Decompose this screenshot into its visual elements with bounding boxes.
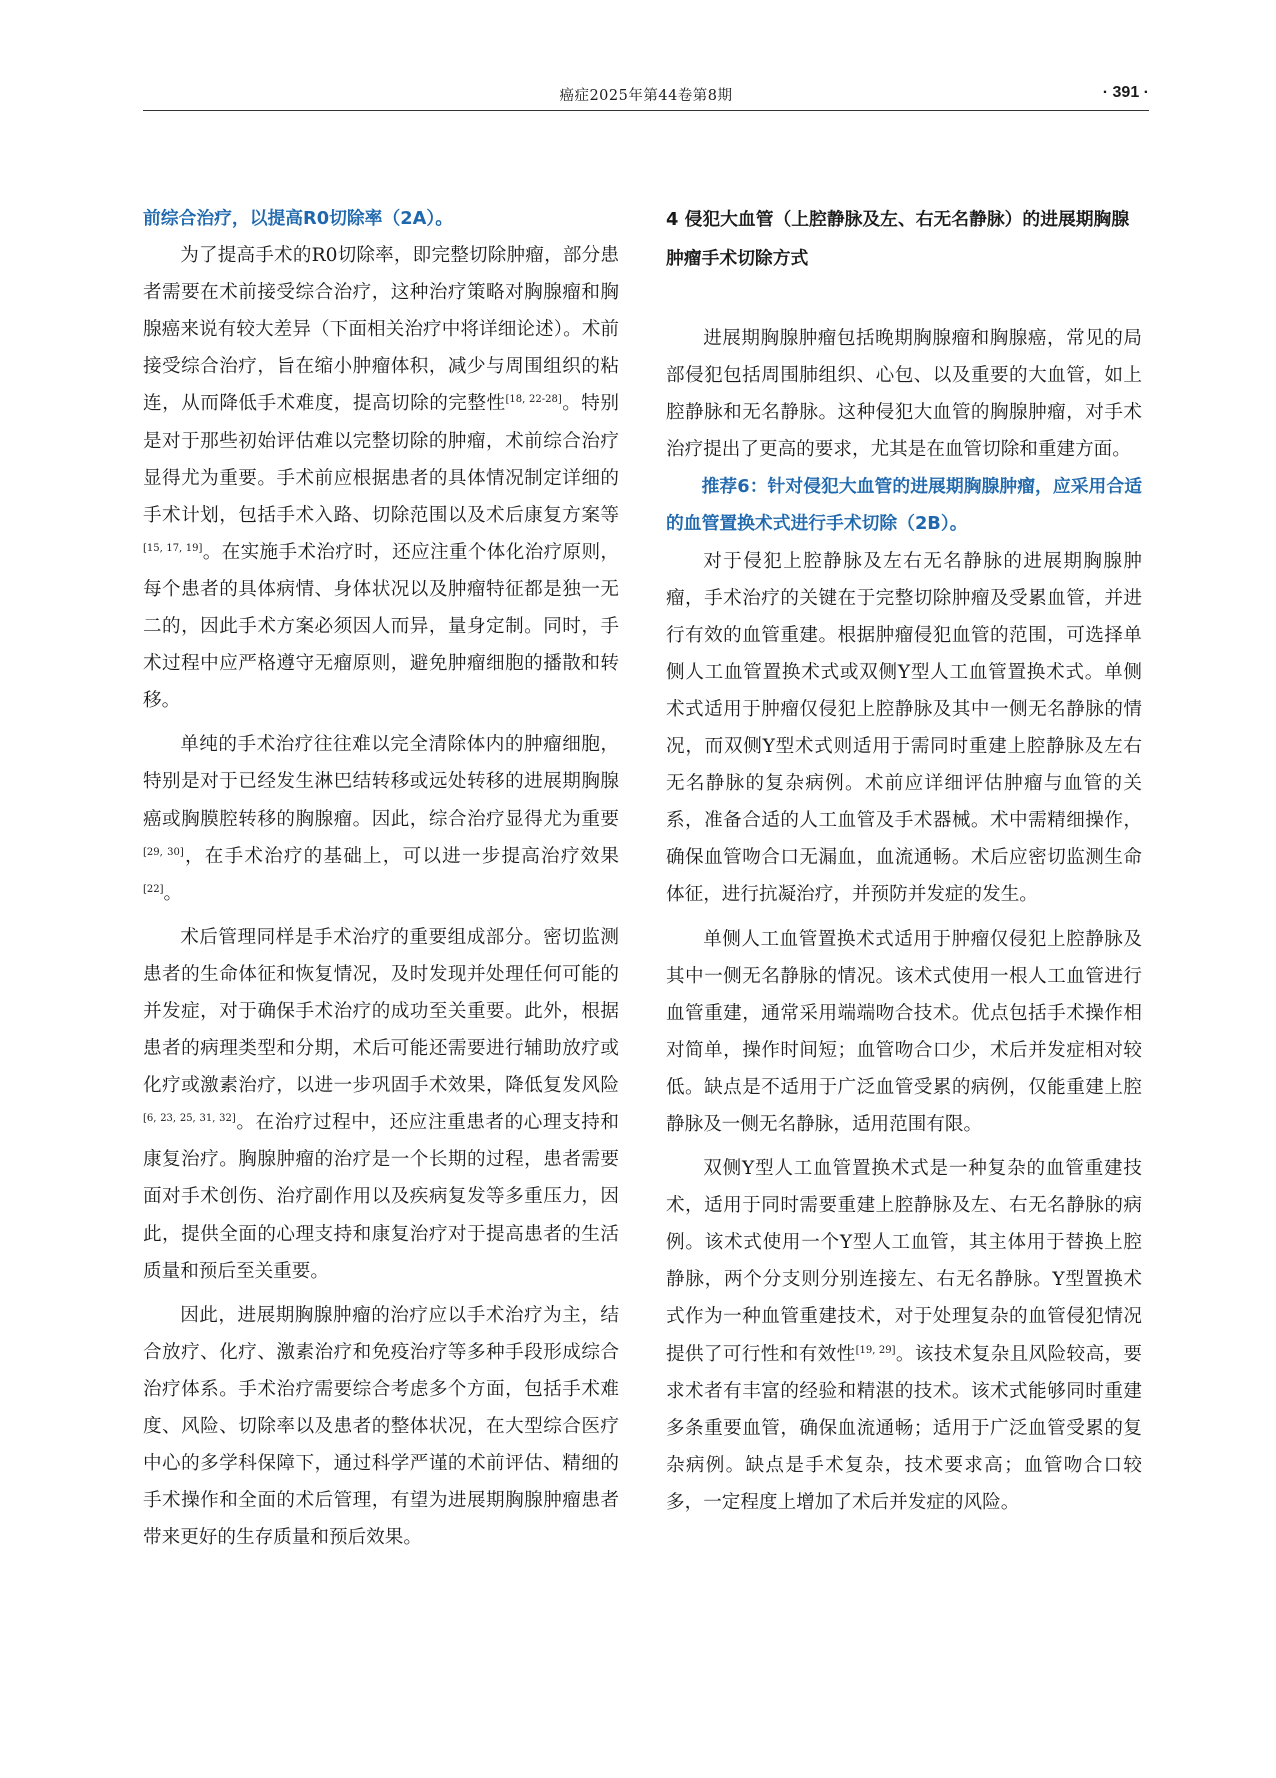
body-paragraph: 术后管理同样是手术治疗的重要组成部分。密切监测患者的生命体征和恢复情况，及时发现并处理任何可能的并发症，对于确保手术治疗的成功至关重要。此外，根据患者的病理类型和分期，术后可能还需要进行辅助放疗或化疗或激素治疗，以进一步巩固手术效果，降低复发风险[6, 23, 25, 31, 32]。在治疗过程中，还应注重患者的心理支持和康复治疗。胸腺肿瘤的治疗是一个长期的过程，患者需要面对手术创伤、治疗副作用以及疾病复发等多重压力，因此，提供全面的心理支持和康复治疗对于提高患者的生活质量和预后至关重要。 — [143, 926, 619, 1282]
body-paragraph: 对于侵犯上腔静脉及左右无名静脉的进展期胸腺肿瘤，手术治疗的关键在于完整切除肿瘤及受累血管，并进行有效的血管重建。根据肿瘤侵犯血管的范围，可选择单侧人工血管置换术式或双侧Y型人工血管置换术式。单侧术式适用于肿瘤仅侵犯上腔静脉及其中一侧无名静脉的情况，而双侧Y型术式则适用于需同时重建上腔静脉及左右无名静脉的复杂病例。术前应详细评估肿瘤与血管的关系，准备合适的人工血管及手术器械。术中需精细操作，确保血管吻合口无漏血，血流通畅。术后应密切监测生命体征，进行抗凝治疗，并预防并发症的发生。 — [666, 550, 1142, 906]
body-paragraph: 进展期胸腺肿瘤包括晚期胸腺瘤和胸腺癌，常见的局部侵犯包括周围肺组织、心包、以及重要的大血管，如上腔静脉和无名静脉。这种侵犯大血管的胸腺肿瘤，对手术治疗提出了更高的要求，尤其是在血管切除和重建方面。 — [666, 328, 1142, 461]
citation[interactable]: [15, 17, 19] — [143, 542, 203, 554]
recommendation-6: 推荐6：针对侵犯大血管的进展期胸腺肿瘤，应采用合适的血管置换术式进行手术切除（2B）。 — [666, 476, 1142, 535]
page-number: · 391 · — [1102, 84, 1149, 101]
body-paragraph: 为了提高手术的R0切除率，即完整切除肿瘤，部分患者需要在术前接受综合治疗，这种治疗策略对胸腺瘤和胸腺癌来说有较大差异（下面相关治疗中将详细论述）。术前接受综合治疗，旨在缩小肿瘤体积，减少与周围组织的粘连，从而降低手术难度，提高切除的完整性[18, 22-28]。特别是对于那些初始评估难以完整切除的肿瘤，术前综合治疗显得尤为重要。手术前应根据患者的具体情况制定详细的手术计划，包括手术入路、切除范围以及术后康复方案等[15, 17, 19]。在实施手术治疗时，还应注重个体化治疗原则，每个患者的具体病情、身体状况以及肿瘤特征都是独一无二的，因此手术方案必须因人而异，量身定制。同时，手术过程中应严格遵守无瘤原则，避免肿瘤细胞的播散和转移。 — [143, 245, 619, 712]
recommendation-tail: 前综合治疗，以提高R0切除率（2A）。 — [143, 208, 454, 229]
body-paragraph: 双侧Y型人工血管置换术式是一种复杂的血管重建技术，适用于同时需要重建上腔静脉及左、右无名静脉的病例。该术式使用一个Y型人工血管，其主体用于替换上腔静脉，两个分支则分别连接左、右无名静脉。Y型置换术式作为一种血管重建技术，对于处理复杂的血管侵犯情况提供了可行性和有效性[19, 29]。该技术复杂且风险较高，要求术者有丰富的经验和精湛的技术。该术式能够同时重建多条重要血管，确保血流通畅；适用于广泛血管受累的复杂病例。缺点是手术复杂，技术要求高；血管吻合口较多，一定程度上增加了术后并发症的风险。 — [666, 1158, 1142, 1513]
citation[interactable]: [18, 22-28] — [505, 394, 562, 406]
citation[interactable]: [6, 23, 25, 31, 32] — [143, 1113, 236, 1125]
journal-issue: 癌症2025年第44卷第8期 — [559, 88, 733, 104]
body-paragraph: 单纯的手术治疗往往难以完全清除体内的肿瘤细胞，特别是对于已经发生淋巴结转移或远处转移的进展期胸腺癌或胸膜腔转移的胸腺瘤。因此，综合治疗显得尤为重要[29, 30]，在手术治疗的基础上，可以进一步提高治疗效果[22]。 — [143, 734, 619, 904]
citation[interactable]: [29, 30] — [143, 846, 184, 858]
body-paragraph: 单侧人工血管置换术式适用于肿瘤仅侵犯上腔静脉及其中一侧无名静脉的情况。该术式使用一根人工血管进行血管重建，通常采用端端吻合技术。优点包括手术操作相对简单，操作时间短；血管吻合口少，术后并发症相对较低。缺点是不适用于广泛血管受累的病例，仅能重建上腔静脉及一侧无名静脉，适用范围有限。 — [666, 928, 1142, 1135]
header-rule — [143, 110, 1149, 111]
running-header — [143, 84, 1149, 108]
section-spacer — [666, 278, 1142, 320]
body-paragraph: 因此，进展期胸腺肿瘤的治疗应以手术治疗为主，结合放疗、化疗、激素治疗和免疫治疗等多种手段形成综合治疗体系。手术治疗需要综合考虑多个方面，包括手术难度、风险、切除率以及患者的整体状况，在大型综合医疗中心的多学科保障下，通过科学严谨的术前评估、精细的手术操作和全面的术后管理，有望为进展期胸腺肿瘤患者带来更好的生存质量和预后效果。 — [143, 1304, 619, 1549]
left-column — [143, 200, 619, 1556]
right-column — [666, 200, 1142, 1521]
citation[interactable]: [19, 29] — [855, 1344, 896, 1356]
citation[interactable]: [22] — [143, 883, 164, 895]
section-heading: 4 侵犯大血管（上腔静脉及左、右无名静脉）的进展期胸腺肿瘤手术切除方式 — [666, 209, 1130, 269]
